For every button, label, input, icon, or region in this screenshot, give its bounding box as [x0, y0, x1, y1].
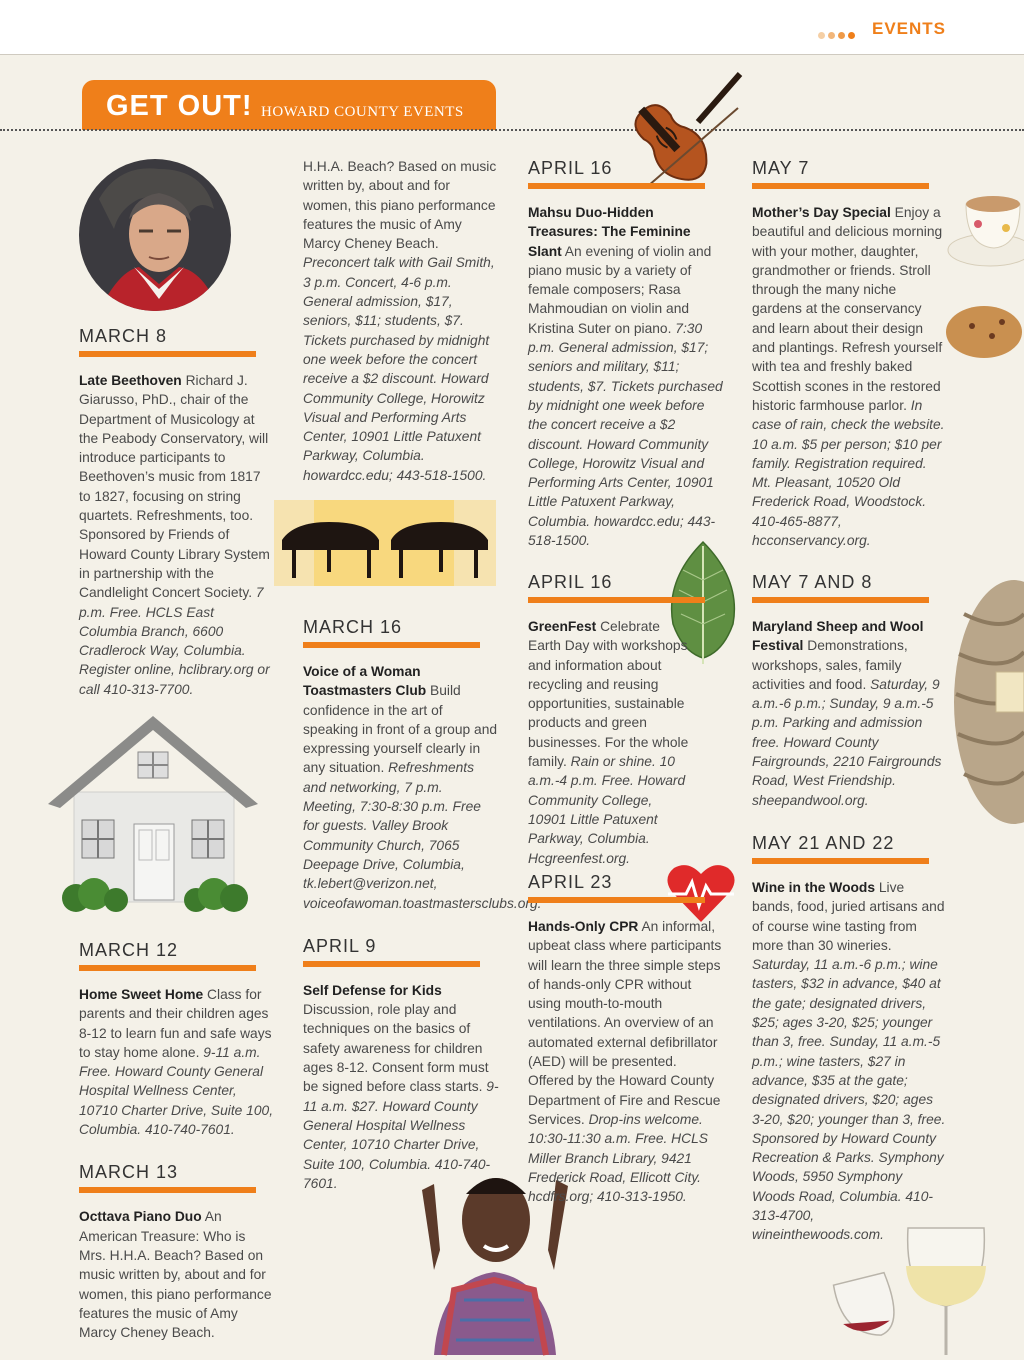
- event-description: An American Treasure: Who is Mrs. H.H.A. Beach? Based on music written by, about and for women, this piano performance features the music of Amy Marcy Cheney Beach.: [79, 1209, 272, 1341]
- event-details: 7 p.m. Free. HCLS East Columbia Branch, 6600 Cradlerock Way, Columbia. Register online, hclibrary.org or call 410-313-7700.: [79, 585, 270, 697]
- event-details: Refreshments and networking, 7 p.m. Meeting, 7:30-8:30 p.m. Free for guests. Valley Brook Community Church, 7065 Deepage Drive, Columbia, tk.lebert@verizon.net, voiceofawoman.toastmastersclubs.org.: [303, 760, 542, 911]
- events-column-4b: [752, 571, 948, 810]
- scones-image: [944, 296, 1024, 366]
- event-title: Octtava Piano Duo: [79, 1209, 202, 1225]
- event-date: APRIL 9: [303, 935, 480, 967]
- events-column-1b: [79, 939, 275, 1341]
- event-description: Discussion, role play and techniques on the basics of safety awareness for children ages 8-12. Consent form must be signed before class starts.: [303, 1002, 489, 1095]
- events-column-3c: [528, 871, 724, 1206]
- event-title: GreenFest: [528, 619, 597, 634]
- spacer: [79, 1139, 275, 1161]
- event-body: [79, 371, 275, 699]
- dotted-divider: [0, 129, 1024, 131]
- event-description: Demonstrations, workshops, sales, family activities and food.: [752, 638, 908, 692]
- event-title: Self Defense for Kids: [303, 982, 442, 998]
- event-details: Drop-ins welcome. 10:30-11:30 a.m. Free. HCLS Miller Branch Library, 9421 Frederick Road, Ellicott City. hcdfrs.org; 410-313-1950.: [528, 1111, 708, 1205]
- event-date: MARCH 12: [79, 939, 256, 971]
- dot: [848, 32, 855, 39]
- event-details: In case of rain, check the website. 10 a.m. $5 per person; $10 per family. Registration required. Mt. Pleasant, 10520 Old Frederick Road, Woodstock. 410-465-8877, hcconservancy.org.: [752, 397, 945, 549]
- events-column-4: [752, 157, 948, 550]
- beethoven-portrait: [79, 159, 231, 311]
- event-body: [303, 662, 542, 913]
- event-details: Saturday, 11 a.m.-6 p.m.; wine tasters, $32 in advance, $40 at the gate; designated drivers, $25; ages 3-20, $25; younger than 3, free. Sunday, 11 a.m.-5 p.m.; wine tasters, $27 in advance, $35 at the gate; designated drivers, $20; ages 3-20, $20; younger than 3, free. Sponsored by Howard County Recreation & Parks. Symphony Woods, 5950 Symphony Woods Road, Columbia. 410-313-4700, wineinthewoods.com.: [752, 957, 946, 1243]
- event-date: APRIL 16: [528, 157, 705, 189]
- pianos-image: [274, 500, 496, 586]
- event-description: An evening of violin and piano music by a variety of female composers; Rasa Mahmoudian on violin and Kristina Suter on piano.: [528, 243, 712, 336]
- dot: [828, 32, 835, 39]
- event-title: Hands-Only CPR: [528, 919, 639, 934]
- events-column-3b: [528, 571, 694, 868]
- dot: [838, 32, 845, 39]
- event-body: [752, 617, 948, 810]
- event-description: Build confidence in the art of speaking in front of a group and expressing yourself clearly in any situation.: [303, 683, 498, 776]
- event-details: 7:30 p.m. General admission, $17; seniors and military, $11; students, $7. Tickets purchased by midnight one week before the concert receive a $2 discount. Howard Community College, Horowitz Visual and Performing Arts Center, 10901 Little Patuxent Parkway, Columbia. howardcc.edu; 443-518-1500.: [528, 320, 723, 549]
- event-body: [79, 1207, 275, 1341]
- event-title: Mother’s Day Special: [752, 205, 891, 220]
- event-date: MARCH 13: [79, 1161, 256, 1193]
- event-body: [752, 878, 948, 1245]
- dot: [818, 32, 825, 39]
- event-body: [79, 985, 275, 1139]
- banner-title: GET OUT!: [106, 90, 253, 122]
- events-column-1: [79, 325, 275, 699]
- event-description: Live bands, food, juried artisans and of course wine tasting from more than 30 wineries.: [752, 880, 945, 953]
- event-title: Maryland Sheep and Wool Festival: [752, 619, 924, 654]
- events-column-4c: [752, 832, 948, 1245]
- section-label: EVENTS: [872, 19, 947, 38]
- event-date: MAY 7: [752, 157, 929, 189]
- house-image: [46, 712, 260, 912]
- event-date: APRIL 23: [528, 871, 705, 903]
- event-title: Home Sweet Home: [79, 987, 204, 1002]
- event-description: An informal, upbeat class where participants will learn the three simple steps of hands-only CPR without using mouth-to-mouth ventilations. An overview of an automated external defibrillator (AED) will be presented. Offered by the Howard County Department of Fire and Rescue Services.: [528, 919, 722, 1127]
- event-title: Late Beethoven: [79, 373, 182, 388]
- event-details: Rain or shine. 10 a.m.-4 p.m. Free. Howard Community College, 10901 Little Patuxent Parkway, Columbia. Hcgreenfest.org.: [528, 754, 686, 866]
- event-description: Class for parents and their children ages 8-12 to learn fun and safe ways to stay home alone.: [79, 987, 272, 1060]
- events-column-2b: [303, 616, 542, 1193]
- event-body: [528, 617, 694, 868]
- header-bar: [0, 0, 1024, 55]
- page-banner: [82, 80, 496, 130]
- event-date: MAY 21 AND 22: [752, 832, 929, 864]
- event-details: 9-11 a.m. Free. Howard County General Hospital Wellness Center, 10710 Charter Drive, Suite 100, Columbia. 410-740-7601.: [79, 1044, 274, 1138]
- yarn-image: [944, 574, 1024, 830]
- event-description: Celebrate Earth Day with workshops and information about recycling and reusing opportunities, sustainable products and green businesses. For the whole family.: [528, 619, 689, 770]
- events-column-3: [528, 157, 724, 550]
- event-body: [528, 917, 724, 1206]
- banner-subtitle: HOWARD COUNTY EVENTS: [261, 104, 464, 120]
- event-details: Saturday, 9 a.m.-6 p.m.; Sunday, 9 a.m.-5 p.m. Parking and admission free. Howard County Fairgrounds, 2210 Fairgrounds Road, West Friendship. sheepandwool.org.: [752, 676, 942, 808]
- event-body: [303, 981, 499, 1193]
- event-date: MARCH 8: [79, 325, 256, 357]
- event-date: APRIL 16: [528, 571, 705, 603]
- event-body: [752, 203, 948, 550]
- event-date: MARCH 16: [303, 616, 480, 648]
- section-dots: [818, 26, 858, 44]
- event-title: Wine in the Woods: [752, 880, 876, 895]
- teacup-image: [936, 186, 1024, 272]
- event-body-continued: H.H.A. Beach? Based on music written by, about and for women, this piano performance features the music of Amy Marcy Cheney Beach. Preconcert talk with Gail Smith, 3 p.m. Concert, 4-6 p.m. General admission, $17, seniors, $11; students, $7. Tickets purchased by midnight one week before the concert receive a $2 discount. Howard Community College, Horowitz Visual and Performing Arts Center, 10901 Little Patuxent Parkway, Columbia. howardcc.edu; 443-518-1500.: [303, 159, 497, 483]
- event-body: [528, 203, 724, 550]
- event-title: Voice of a Woman Toastmasters Club: [303, 664, 427, 699]
- event-details: Preconcert talk with Gail Smith, 3 p.m. Concert, 4-6 p.m. General admission, $17, seniors, $11; students, $7. Tickets purchased by midnight one week before the concert receive a $2 discount. Howard Community College, Horowitz Visual and Performing Arts Center, 10901 Little Patuxent Parkway, Columbia. howardcc.edu; 443-518-1500.: [303, 255, 495, 483]
- event-description: Enjoy a beautiful and delicious morning with your mother, daughter, grandmother or friends. Stroll through the many niche gardens at the conservancy and learn about their design and plantings. Refresh yourself with tea and freshly baked Scottish scones in the restored historic farmhouse parlor.: [752, 205, 943, 413]
- event-date: MAY 7 AND 8: [752, 571, 929, 603]
- event-title: Mahsu Duo-Hidden Treasures: The Feminine Slant: [528, 205, 691, 259]
- event-details: 9-11 a.m. $27. Howard County General Hospital Wellness Center, 10710 Charter Drive, Suite 100, Columbia. 410-740-7601.: [303, 1079, 499, 1191]
- events-column-2: [303, 157, 499, 485]
- spacer: [303, 913, 499, 935]
- event-description: Richard J. Giarusso, PhD., chair of the Department of Musicology at the Peabody Conservatory, will introduce participants to Beethoven’s music from 1817 to 1827, focusing on string quartets. Refreshments, too. Sponsored by Friends of Howard County Library System in partnership with the Candlelight Concert Society.: [79, 373, 270, 601]
